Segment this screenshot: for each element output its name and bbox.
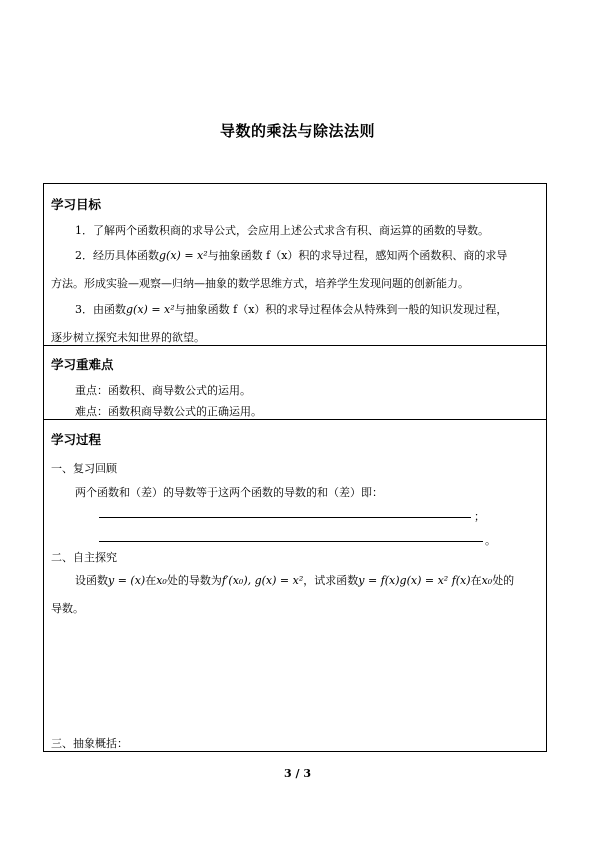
- formula-g: g(x) = x²: [126, 303, 175, 316]
- explore-text-continued: 导数。: [51, 602, 84, 615]
- objective-2-continued: 方法。形成实验—观察—归纳—抽象的数学思维方式，培养学生发现问题的创新能力。: [51, 277, 469, 290]
- objective-1: 1．了解两个函数积商的求导公式，会应用上述公式求含有积、商运算的函数的导数。: [75, 224, 489, 237]
- subsection-review: 一、复习回顾: [51, 462, 117, 475]
- answer-blank-2[interactable]: [99, 541, 483, 542]
- difficult-point: 难点：函数积商导数公式的正确运用。: [75, 405, 262, 418]
- learning-objectives-section: [43, 183, 547, 345]
- explore-text: 设函数y = (x)在x₀处的导数为f′(x₀), g(x) = x²，试求函数y = f(x)g(x) = x² f(x)在x₀处的: [75, 574, 515, 587]
- section-heading: 学习重难点: [51, 357, 114, 372]
- objective-3: 3．由函数g(x) = x²与抽象函数 f（x）积的求导过程体会从特殊到一般的知识发现过程，: [75, 303, 508, 316]
- subsection-abstract: 三、抽象概括：: [51, 737, 128, 750]
- formula: x₀: [156, 574, 167, 587]
- blank-2-punct: 。: [485, 534, 496, 547]
- formula: x₀: [481, 574, 493, 587]
- formula: y = f(x)g(x) = x² f(x): [358, 574, 471, 587]
- formula: f′(x₀), g(x) = x²: [221, 574, 304, 587]
- answer-blank-1[interactable]: [99, 517, 471, 518]
- review-text: 两个函数和（差）的导数等于这两个函数的导数的和（差）即：: [75, 486, 383, 499]
- objective-2: 2．经历具体函数g(x) = x²与抽象函数 f（x）积的求导过程，感知两个函数积、商的求导: [75, 249, 508, 262]
- learning-process-section: [43, 419, 547, 752]
- blank-1-punct: ；: [474, 510, 485, 523]
- page-title: 导数的乘法与除法法则: [219, 122, 375, 140]
- formula: y = (x): [108, 574, 146, 587]
- key-point: 重点：函数积、商导数公式的运用。: [75, 384, 251, 397]
- formula-g: g(x) = x²: [159, 249, 208, 262]
- section-heading: 学习过程: [51, 432, 102, 447]
- section-heading: 学习目标: [51, 197, 102, 212]
- key-points-section: [43, 345, 547, 419]
- subsection-explore: 二、自主探究: [51, 551, 117, 564]
- objective-3-continued: 逐步树立探究未知世界的欲望。: [51, 331, 205, 344]
- page-number: 3 / 3: [284, 767, 311, 780]
